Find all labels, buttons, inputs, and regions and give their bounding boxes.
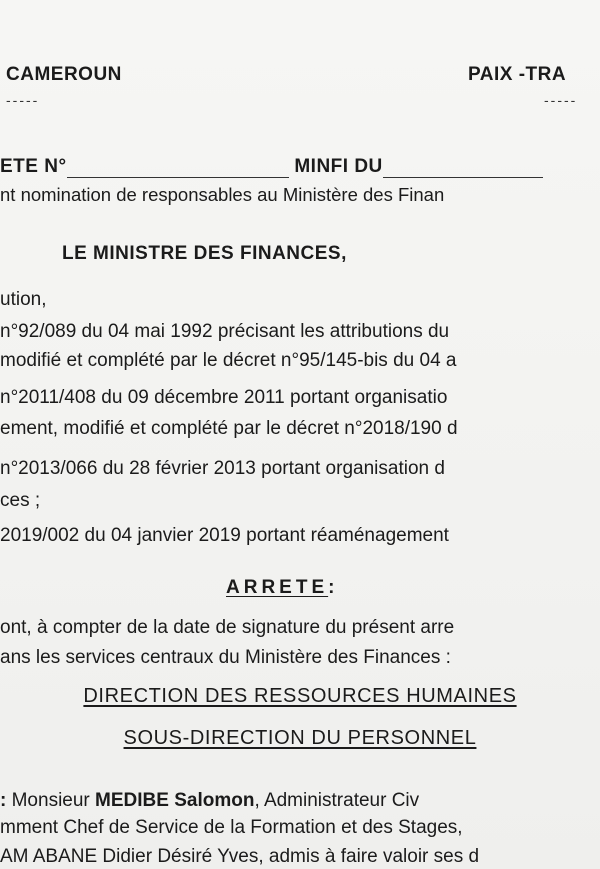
nomination-line-3: AM ABANE Didier Désiré Yves, admis à faire valoir ses d	[0, 846, 480, 867]
body-line: ont, à compter de la date de signature du présent arre	[0, 617, 455, 638]
visa-line: n°2013/066 du 28 février 2013 portant organisation d	[0, 458, 445, 479]
decree-subtitle: nt nomination de responsables au Ministère des Finan	[0, 184, 445, 205]
nomination-line-2: mment Chef de Service de la Formation et des Stages,	[0, 817, 463, 838]
visa-line: 2019/002 du 04 janvier 2019 portant réaménagement	[0, 525, 449, 546]
sous-direction-heading: SOUS-DIRECTION DU PERSONNEL	[123, 727, 477, 749]
decree-date-blank	[383, 159, 543, 178]
nominee-name: MEDIBE Salomon	[95, 790, 255, 811]
direction-heading: DIRECTION DES RESSOURCES HUMAINES	[83, 685, 517, 707]
decree-ministry: MINFI DU	[294, 156, 383, 177]
header-right-divider: -----	[544, 92, 578, 108]
nomination-line	[0, 790, 419, 812]
body-line: ans les services centraux du Ministère des Finances :	[0, 647, 451, 668]
nomination-title: Monsieur	[6, 790, 96, 811]
minister-title: LE MINISTRE DES FINANCES,	[62, 243, 347, 264]
arrete-heading	[226, 577, 335, 599]
decree-number-line	[0, 156, 543, 178]
decree-number-blank	[67, 159, 289, 178]
visa-line: modifié et complété par le décret n°95/145-bis du 04 a	[0, 350, 457, 371]
decree-prefix: ETE N°	[0, 156, 67, 177]
visa-line: ution,	[0, 289, 47, 310]
nominee-rank: , Administrateur Civ	[254, 790, 420, 811]
nomination-lead: :	[0, 790, 7, 811]
visa-line: n°92/089 du 04 mai 1992 précisant les attributions du	[0, 321, 450, 342]
arrete-colon: :	[328, 577, 335, 598]
visa-line: n°2011/408 du 09 décembre 2011 portant organisatio	[0, 387, 448, 408]
motto-header: PAIX -TRA	[468, 64, 567, 85]
arrete-title: ARRETE	[226, 577, 329, 598]
country-header: CAMEROUN	[6, 64, 122, 85]
header-left-divider: -----	[6, 92, 40, 108]
visa-line: ces ;	[0, 490, 41, 511]
visa-line: ement, modifié et complété par le décret n°2018/190 d	[0, 418, 458, 439]
